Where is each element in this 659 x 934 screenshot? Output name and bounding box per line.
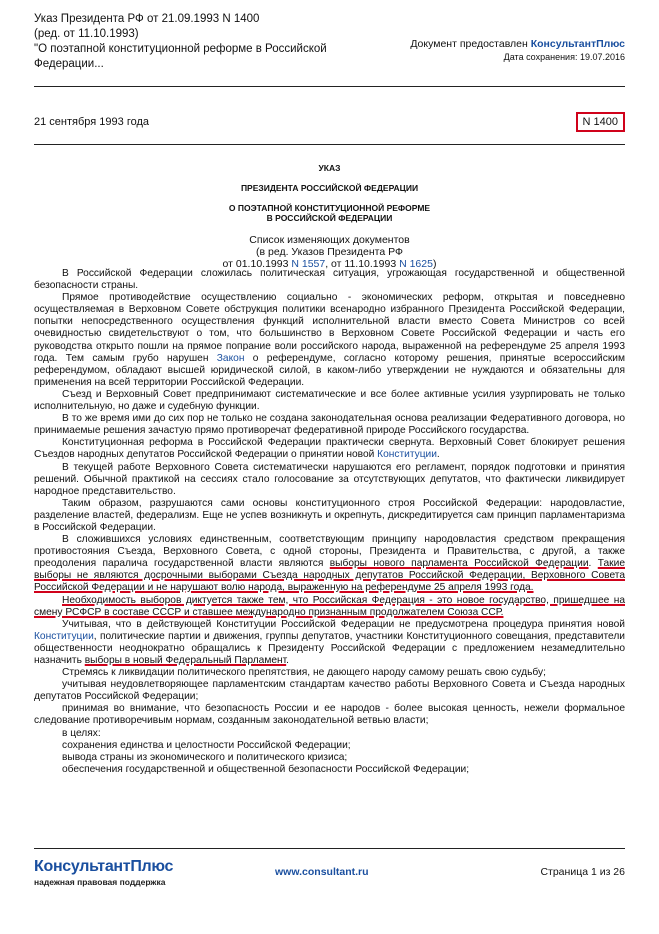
footer-divider	[34, 848, 625, 849]
list-item: обеспечения государственной и общественной безопасности Российской Федерации;	[62, 763, 470, 775]
constitution-link[interactable]: Конституции	[34, 630, 94, 642]
website-link[interactable]: www.consultant.ru	[275, 866, 369, 878]
decree-date: 21 сентября 1993 года	[34, 116, 149, 128]
header-title-line: Федерации...	[34, 58, 104, 70]
paragraph: Таким образом, разрушаются сами основы конституционного строя Российской Федерации: народовластие, разделение властей, федерализм. Еще не успев возникнуть и окрепнуть, дискредитируется сам принцип парламентаризма в Российской Федерации.	[34, 497, 625, 533]
amendments-line: (в ред. Указов Президента РФ	[256, 246, 403, 258]
header-divider	[34, 86, 625, 87]
paragraph: В текущей работе Верховного Совета систематически нарушаются его регламент, порядок подготовки и принятия решений. Обычной практикой на сессиях стало голосование за отсутствующих депутатов, что фактически ликвидирует народное представительство.	[34, 461, 625, 497]
provided-by-text: Документ предоставлен	[410, 38, 531, 50]
paragraph-text: Учитывая, что в действующей Конституции Российской Федерации не предусмотрена процедура принятия новой	[62, 618, 625, 630]
decree-number: N 1400	[576, 112, 625, 132]
date-divider	[34, 144, 625, 145]
amendment-link-1557[interactable]: N 1557	[291, 258, 326, 270]
paragraph	[34, 619, 625, 667]
doc-title-issuer: ПРЕЗИДЕНТА РОССИЙСКОЙ ФЕДЕРАЦИИ	[240, 183, 419, 193]
highlighted-text: Такие выборы не являются досрочными выборами Съезда народных депутатов Российской Федерации, Верховного Совета Российской Федерации и не нарушают волю народа, выраженную на референдуме 25 апреля 1993 года.	[34, 558, 625, 594]
paragraph-text: Конституционная реформа в Российской Федерации практически свернута. Верховный Совет блокирует решения Съездов народных депутатов Российской Федерации о принятии новой	[34, 437, 625, 461]
doc-title-subject-1: О ПОЭТАПНОЙ КОНСТИТУЦИОННОЙ РЕФОРМЕ	[228, 203, 431, 213]
header-provider	[410, 38, 625, 64]
amendments-text: от 01.10.1993	[222, 258, 292, 270]
paragraph: учитывая неудовлетворяющее парламентским стандартам качество работы Верховного Совета и Съезда народных депутатов Российской Федерации;	[34, 679, 625, 703]
paragraph: в целях:	[62, 727, 101, 739]
paragraph-text: .	[286, 655, 290, 666]
referendum-law-link[interactable]: Закон	[216, 352, 245, 364]
highlighted-text: выборы в новый Федеральный Парламент	[84, 655, 287, 666]
page-indicator: Страница 1 из 26	[540, 866, 625, 878]
brand-logo: КонсультантПлюс	[34, 858, 174, 875]
paragraph: Стремясь к ликвидации политического препятствия, не дающего народу самому решать свою судьбу;	[62, 667, 546, 679]
header-title-line: (ред. от 11.10.1993)	[34, 28, 139, 40]
paragraph: Съезд и Верховный Совет предпринимают систематические и все более активные усилия узурпировать не только исполнительную, но даже и судебную функции.	[34, 388, 625, 413]
highlighted-text: Необходимость выборов диктуется также тем, что Российская Федерация - это новое государство, пришедшее на смену РСФСР в составе СССР и ставшее международно признанным продолжателем Союза ССР.	[34, 594, 625, 618]
amendments-heading: Список изменяющих документов	[249, 234, 410, 246]
header-title-line: "О поэтапной конституционной реформе в Российской	[34, 43, 327, 55]
paragraph-text: В сложившихся условиях единственным, соответствующим принципу народовластия средством прекращения противостояния Съезда, Верховного Совета, с одной стороны, Президента и Правительства, с другой, а также преодоления паралича государственной власти являются	[34, 534, 625, 570]
save-date: Дата сохранения: 19.07.2016	[503, 52, 625, 62]
paragraph	[34, 595, 625, 619]
provider-brand-link[interactable]: КонсультантПлюс	[530, 38, 625, 50]
paragraph: В то же время ими до сих пор не только не создана законодательная основа реализации Федеративного договора, но принимаемые решения зачастую прямо противоречат федеративной природе Российского государства.	[34, 413, 625, 437]
paragraph-text: о референдуме, согласно которому решения, принятые всероссийским референдумом, обладают высшей юридической силой, в каком-либо утверждении не нуждаются и обязательны для применения на всей территории Российской Федерации.	[34, 352, 625, 388]
paragraph: принимая во внимание, что безопасность России и ее народов - более высокая ценность, нежели формальное следование противоречивым нормам, созданным законодательной ветвью власти;	[34, 703, 625, 727]
paragraph	[34, 292, 625, 389]
document-header-title	[34, 12, 334, 72]
paragraph-text: .	[588, 558, 598, 570]
amendments-text: )	[432, 258, 437, 270]
doc-title-type: УКАЗ	[318, 163, 341, 173]
amendments-text: , от 11.10.1993	[325, 258, 400, 270]
list-item: сохранения единства и целостности Российской Федерации;	[62, 739, 351, 751]
paragraph-text: .	[436, 449, 440, 461]
list-item: вывода страны из экономического и политического кризиса;	[62, 751, 348, 763]
paragraph	[34, 437, 625, 461]
highlighted-text: выборы нового парламента Российской Федерации	[329, 558, 589, 570]
paragraph-text: Прямое противодействие осуществлению социально - экономических реформ, открытая и повседневно осуществляемая в Верховном Совете обструкция политики всенародно избранного Президента Российской Федерации, попытки непосредственного осуществления функций исполнительной власти вместо Совета Министров со всей очевидностью свидетельствуют о том, что большинство в Верховном Совете Российской Федерации и часть его руководства открыто пошли на прямое попрание воли российского народа, выраженной на референдуме 25 апреля 1993 года. Тем самым грубо нарушен	[34, 292, 625, 364]
footer-logo	[34, 858, 173, 887]
paragraph	[34, 534, 625, 594]
constitution-link[interactable]: Конституции	[377, 449, 437, 461]
brand-tagline: надежная правовая поддержка	[34, 877, 166, 887]
decree-body	[34, 268, 625, 776]
paragraph: В Российской Федерации сложилась политическая ситуация, угрожающая государственной и общественной безопасности страны.	[34, 268, 625, 292]
doc-title-subject-2: В РОССИЙСКОЙ ФЕДЕРАЦИИ	[266, 213, 393, 223]
header-title-line: Указ Президента РФ от 21.09.1993 N 1400	[34, 13, 260, 25]
amendment-link-1625[interactable]: N 1625	[399, 258, 433, 270]
paragraph-text: , политические партии и движения, группы депутатов, участники Конституционного совещания, представители общественности неоднократно обращались к Президенту Российской Федерации с предложением незамедлительно назначить	[34, 630, 625, 666]
amendments-list	[34, 234, 625, 270]
